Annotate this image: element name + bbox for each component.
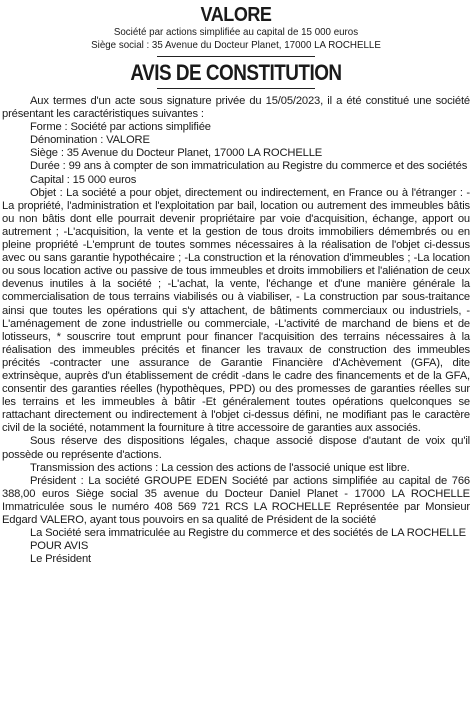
siege-line: Siège : 35 Avenue du Docteur Planet, 17000 LA ROCHELLE bbox=[30, 147, 323, 160]
immatriculation-paragraph: La Société sera immatriculée au Registre du commerce et des sociétés de LA ROCHELLE bbox=[30, 527, 466, 540]
pour-avis-line: POUR AVIS bbox=[30, 540, 89, 553]
forme-line: Forme : Société par actions simplifiée bbox=[30, 121, 211, 134]
president-paragraph: Président : La société GROUPE EDEN Société par actions simplifiée au capital de 766 388,00 euros Siège social 35 avenue du Docteur Daniel Planet - 17000 LA ROCHELLE Immatriculée sous le numéro 408 569 721 RCS LA ROCHELLE Représentée par Monsieur Edgard VALERO, ayant tous pouvoirs en sa qualité de Président de la société bbox=[2, 474, 470, 526]
header-divider bbox=[157, 56, 315, 57]
objet-paragraph: Objet : La société a pour objet, directement ou indirectement, en France ou à l'étranger : -La propriété, l'administration et l'exploitation par bail, location ou autrement des immeubles bâtis ou non bâtis dont elle pourrait devenir propriétaire par voie d'acquisition, échange, apport ou autrement ; -L'acquisition, la vente et la gestion de tous droits immobiliers démembrés ou en pleine propriété -L'emprunt de toutes sommes nécessaires à la réalisation de l'objet ci-dessus avec ou sans garantie hypothécaire ; -La construction et la rénovation d'immeubles ; -La location ou sous location active ou passive de tous immeubles et droits immobiliers et l'aliénation de ceux devenus inutiles à la société ; -L'achat, la vente, l'échange et d'une manière générale la commercialisation de tous terrains viabilisés ou à viabiliser, - La construction par sous-traitance ainsi que toutes les opérations qui s'y attachent, de bâtiments commerciaux ou industriels, -L'aménagement de zone industrielle ou commerciale, -L'activité de marchand de biens et de lotisseurs, * souscrire tout emprunt pour financer l'acquisition des terrains nécessaires à la réalisation des immeubles précités et financer les travaux de construction des immeubles précités -contracter une assurance de Garantie Financière d'Achèvement (GFA), dite extrinsèque, auprès d'un établissement de crédit -dans le cadre des financements et de la GFA, consentir des garanties réelles (hypothèques, PPD) ou des promesses de garanties réelles sur les terrains et les immeubles à bâtir -Et généralement toutes opérations quelconques se rattachant directement ou indirectement à l'objet ci-dessus défini, ne modifiant pas le caractère civil de la société, notamment la fourniture à titre accessoire de garanties aux associés. bbox=[2, 186, 470, 435]
denomination-line: Dénomination : VALORE bbox=[30, 134, 150, 147]
dispositions-paragraph: Sous réserve des dispositions légales, chaque associé dispose d'autant de voix qu'il possède ou représente d'actions. bbox=[2, 435, 470, 461]
notice-body bbox=[2, 95, 470, 566]
notice-title: AVIS DE CONSTITUTION bbox=[130, 60, 342, 85]
title-divider bbox=[157, 88, 315, 89]
company-name: VALORE bbox=[200, 4, 272, 26]
duree-line: Durée : 99 ans à compter de son immatriculation au Registre du commerce et des sociétés bbox=[30, 160, 468, 173]
intro-paragraph: Aux termes d'un acte sous signature privée du 15/05/2023, il a été constitué une société présentant les caractéristiques suivantes : bbox=[2, 95, 470, 121]
legal-notice-page bbox=[0, 4, 473, 704]
capital-line: Capital : 15 000 euros bbox=[30, 173, 137, 186]
company-address-line: Siège social : 35 Avenue du Docteur Planet, 17000 LA ROCHELLE bbox=[91, 39, 381, 51]
transmission-paragraph: Transmission des actions : La cession des actions de l'associé unique est libre. bbox=[30, 461, 410, 474]
company-capital-line: Société par actions simplifiée au capital de 15 000 euros bbox=[113, 26, 359, 38]
signature-line: Le Président bbox=[30, 553, 92, 566]
